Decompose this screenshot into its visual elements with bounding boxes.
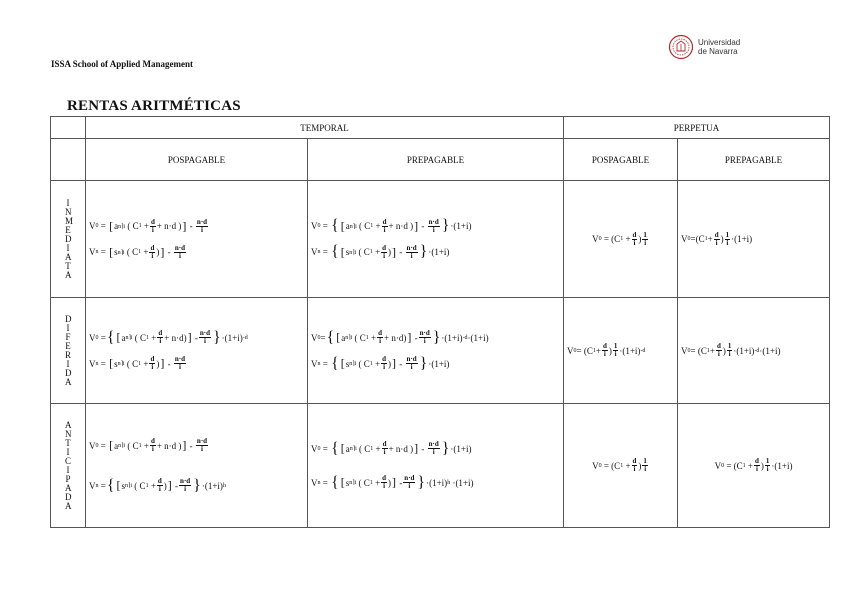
university-name-line2: de Navarra (698, 47, 738, 56)
formulas-table (50, 116, 830, 528)
formula: V n = [ s n⌉i ( C 1 + $\frac{d}{i}$ ) ] - $\frac{n\cdot d}{i}$ (89, 355, 185, 371)
col-temporal-prepagable: PREPAGABLE (308, 139, 564, 181)
cell-anticipada-perpetua-pre (678, 404, 830, 528)
formula: V n = { [ s n⌉i ( C 1 + $\frac{d}{i}$ ) ] - $\frac{n\cdot d}{i}$ } · (1+i) h · (1+i) (311, 473, 474, 491)
cell-diferida-perpetua-pos (564, 298, 678, 404)
formula: V n = { [ s n⌉i ( C 1 + $\frac{d}{i}$ ) ] - $\frac{n\cdot d}{i}$ } · (1+i) (311, 243, 450, 260)
group-temporal: TEMPORAL (86, 117, 564, 139)
formula: V n = [ s n⌉i ( C 1 + $\frac{d}{i}$ ) ] - $\frac{n\cdot d}{i}$ (89, 243, 185, 260)
university-name-line1: Universidad (698, 38, 741, 47)
formula: V 0 = ( C 1 + $\frac{d}{i}$ ) $\frac{1}{i}$ · (1+i) (681, 230, 753, 247)
school-name: ISSA School of Applied Management (51, 59, 194, 69)
formula: V 0 = { [ a n⌉i ( C 1 + $\frac{d}{i}$ + n·d ) ] - $\frac{n\cdot d}{i}$ } · (1+i) (311, 439, 472, 457)
cell-inmediata-perpetua-pos (564, 181, 678, 298)
formula: V 0 = { [ a n⌉i ( C 1 + $\frac{d}{i}$ + n·d ) ] - $\frac{n\cdot d}{i}$ } · (1+i) -d (89, 328, 248, 346)
formula: V 0 = { [ a n⌉i ( C 1 + $\frac{d}{i}$ + n·d ) ] - $\frac{n\cdot d}{i}$ } · (1+i) -d · (1+i) (311, 328, 489, 346)
cell-inmediata-temporal-pos (86, 181, 308, 298)
col-perpetua-prepagable: PREPAGABLE (678, 139, 830, 181)
col-temporal-pospagable: POSPAGABLE (86, 139, 308, 181)
formula: V 0 = ( C 1 + $\frac{d}{i}$ ) $\frac{1}{i}$ (592, 457, 647, 473)
row-label-inmediata (51, 181, 86, 298)
group-perpetua: PERPETUA (564, 117, 830, 139)
formula: V 0 = ( C 1 + $\frac{d}{i}$ ) $\frac{1}{i}$ · (1+i) -d (567, 342, 646, 358)
cell-anticipada-temporal-pre (308, 404, 564, 528)
formula: V n = { [ s n⌉i ( C 1 + $\frac{d}{i}$ ) ] - $\frac{n\cdot d}{i}$ } · (1+i) (311, 354, 450, 372)
formula: V 0 = ( C 1 + $\frac{d}{i}$ ) $\frac{1}{i}$ · (1+i) (714, 457, 793, 473)
cell-anticipada-perpetua-pos (564, 404, 678, 528)
formula: V 0 = ( C 1 + $\frac{d}{i}$ ) $\frac{1}{i}$ · (1+i) -d · (1+i) (681, 342, 781, 358)
row-label-text: ANTICIPADA (65, 419, 72, 511)
university-logo (668, 34, 740, 60)
university-name (698, 38, 740, 56)
cell-diferida-perpetua-pre (678, 298, 830, 404)
university-seal-icon (668, 34, 694, 60)
row-label-text: INMEDIATA (65, 197, 74, 280)
corner-cell (51, 117, 86, 139)
formula: V 0 = [ a n⌉i ( C 1 + $\frac{d}{i}$ + n·d ) ] - $\frac{n\cdot d}{i}$ (89, 217, 208, 234)
row-label-text: DIFERIDA (65, 313, 72, 387)
cell-inmediata-perpetua-pre (678, 181, 830, 298)
row-label-diferida (51, 298, 86, 404)
cell-inmediata-temporal-pre (308, 181, 564, 298)
cell-diferida-temporal-pos (86, 298, 308, 404)
formula: V 0 = ( C 1 + $\frac{d}{i}$ ) $\frac{1}{i}$ (592, 230, 647, 247)
cell-anticipada-temporal-pos (86, 404, 308, 528)
page-title: RENTAS ARITMÉTICAS (67, 98, 241, 114)
formula: V 0 = { [ a n⌉i ( C 1 + $\frac{d}{i}$ + n·d ) ] - $\frac{n\cdot d}{i}$ } · (1+i) (311, 217, 472, 234)
corner-cell-2 (51, 139, 86, 181)
formula: V n = { [ s n⌉i ( C 1 + $\frac{d}{i}$ ) ] - $\frac{n\cdot d}{i}$ } · (1+i) h (89, 476, 226, 494)
row-label-anticipada (51, 404, 86, 528)
formula: V 0 = [ a n⌉i ( C 1 + $\frac{d}{i}$ + n·d ) ] - $\frac{n\cdot d}{i}$ (89, 437, 208, 453)
col-perpetua-pospagable: POSPAGABLE (564, 139, 678, 181)
cell-diferida-temporal-pre (308, 298, 564, 404)
